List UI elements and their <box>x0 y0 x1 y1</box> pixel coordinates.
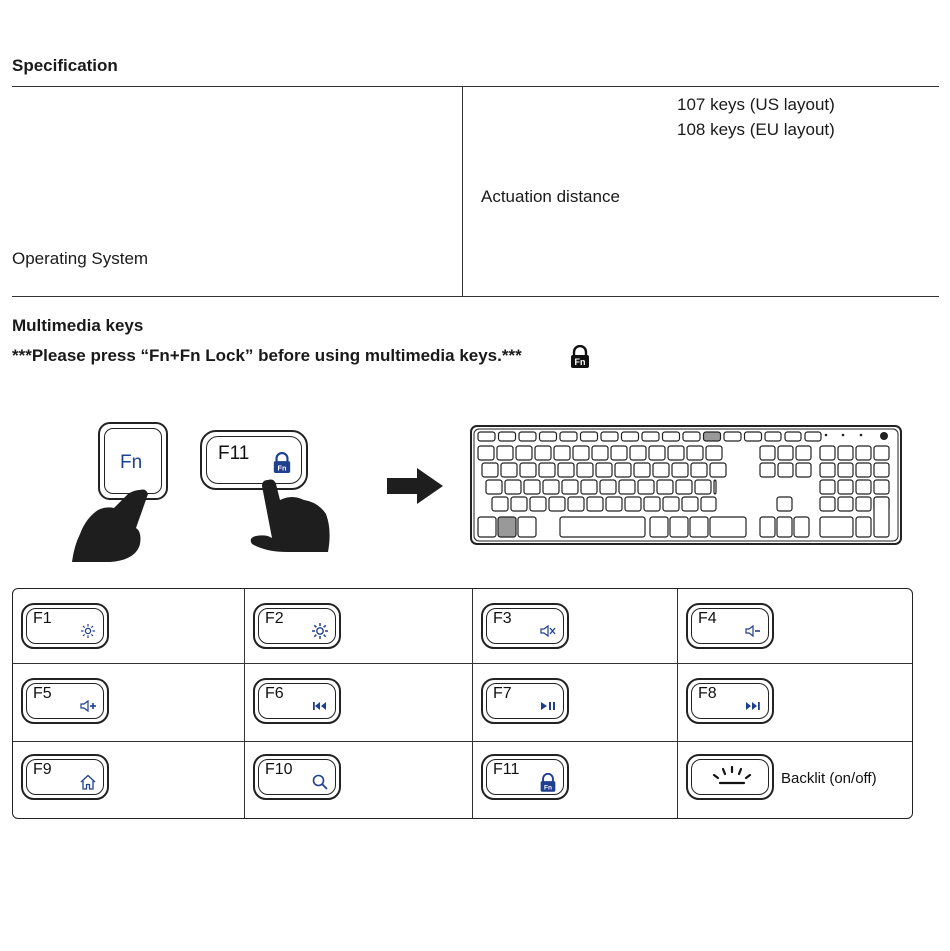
key-f10 <box>253 754 341 800</box>
pointing-hand-icon <box>70 488 160 564</box>
search-icon <box>311 773 329 791</box>
key-f3 <box>481 603 569 649</box>
multimedia-keys-table <box>12 588 913 819</box>
spec-actuation-label: Actuation distance <box>481 187 620 206</box>
key-f9 <box>21 754 109 800</box>
key-backlight <box>686 754 774 800</box>
multimedia-instruction: ***Please press “Fn+Fn Lock” before using multimedia keys.*** <box>12 346 522 365</box>
f11-key-label: F11 <box>218 443 250 464</box>
key-f2 <box>253 603 341 649</box>
spec-column-divider <box>462 86 463 296</box>
spec-keys-eu: 108 keys (EU layout) <box>677 120 835 139</box>
svg-text:Fn: Fn <box>544 784 552 792</box>
key-label: F9 <box>33 761 52 778</box>
fn-lock-icon <box>539 773 557 791</box>
f11-lock-badge: Fn <box>277 463 287 473</box>
spec-heading: Specification <box>12 56 118 75</box>
volume-up-icon <box>79 697 97 715</box>
key-f5 <box>21 678 109 724</box>
spec-bottom-divider <box>12 296 939 297</box>
key-label: F2 <box>265 610 284 627</box>
brightness-down-icon <box>79 622 97 640</box>
key-label: F5 <box>33 685 52 702</box>
arrow-right-icon <box>385 466 445 506</box>
key-f4 <box>686 603 774 649</box>
key-f7 <box>481 678 569 724</box>
backlight-icon <box>706 764 758 795</box>
spec-keys-us: 107 keys (US layout) <box>677 95 835 114</box>
key-label: F6 <box>265 685 284 702</box>
key-f11 <box>481 754 569 800</box>
key-label: F8 <box>698 685 717 702</box>
brightness-up-icon <box>311 622 329 640</box>
key-f6 <box>253 678 341 724</box>
spec-top-divider <box>12 86 939 87</box>
key-label: F3 <box>493 610 512 627</box>
key-f1 <box>21 603 109 649</box>
key-label: F11 <box>493 761 520 778</box>
fn-lock-icon <box>569 345 591 369</box>
multimedia-heading: Multimedia keys <box>12 316 144 335</box>
spec-os-label: Operating System <box>12 249 149 268</box>
previous-track-icon <box>311 697 329 715</box>
key-label: F1 <box>33 610 52 627</box>
key-label: F7 <box>493 685 512 702</box>
volume-down-icon <box>744 622 762 640</box>
key-label: F4 <box>698 610 717 627</box>
pointing-hand-icon <box>248 478 332 554</box>
key-label: F10 <box>265 761 293 778</box>
svg-text:Fn: Fn <box>574 357 586 367</box>
fn-key-label: Fn <box>120 452 143 473</box>
mute-icon <box>539 622 557 640</box>
play-pause-icon <box>539 697 557 715</box>
keyboard-illustration <box>470 425 902 545</box>
home-icon <box>79 773 97 791</box>
f11-lock-icon <box>272 452 292 474</box>
next-track-icon <box>744 697 762 715</box>
key-f8 <box>686 678 774 724</box>
backlit-note: Backlit (on/off) <box>781 770 877 787</box>
